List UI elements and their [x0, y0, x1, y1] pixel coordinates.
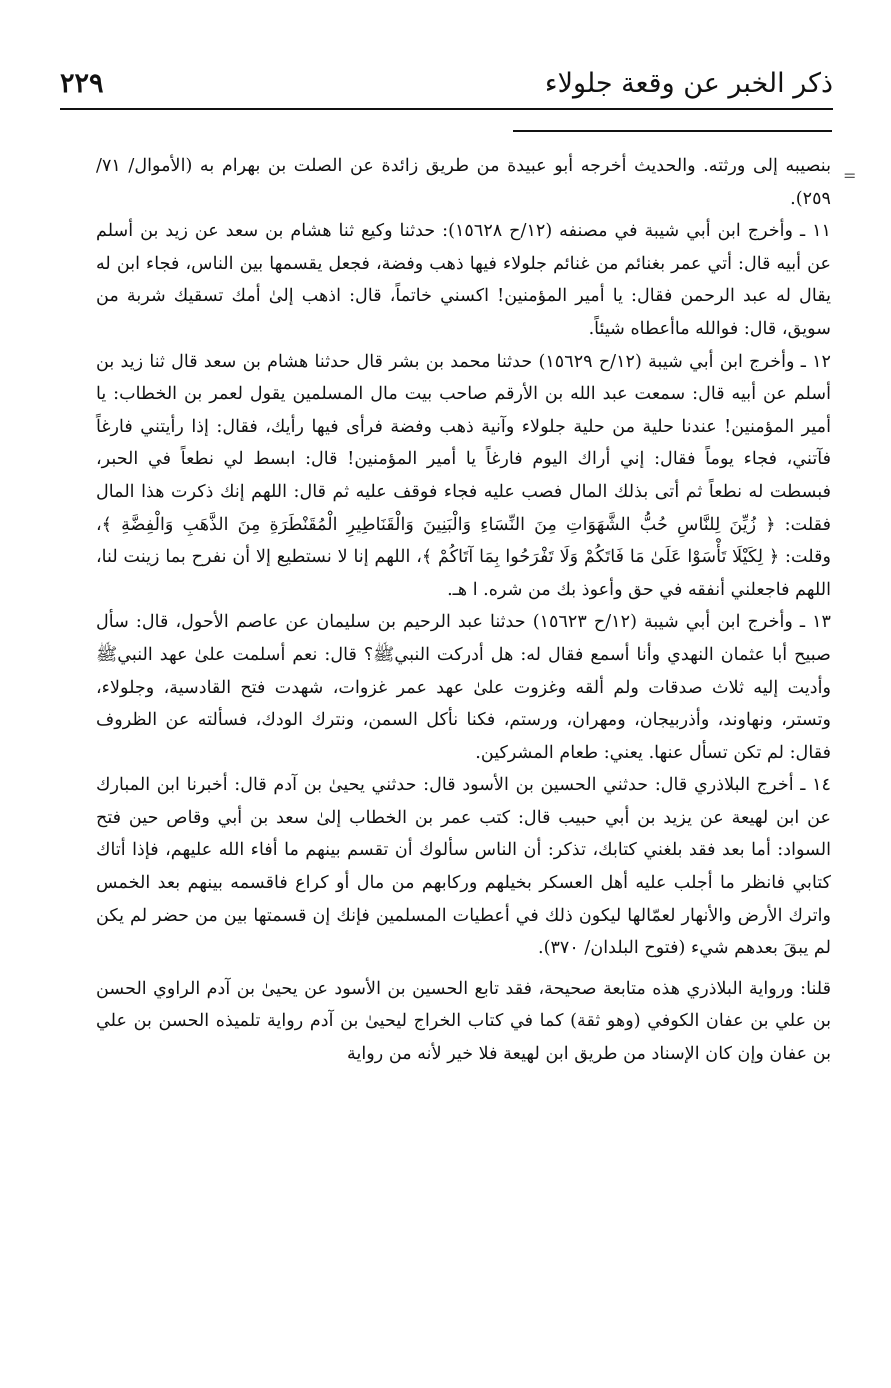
footnote-body — [96, 150, 831, 1071]
paragraph-commentary: قلنا: ورواية البلاذري هذه متابعة صحيحة، فقد تابع الحسين بن الأسود عن يحيىٰ بن آدم الراوي الحسن بن علي بن عفان الكوفي (وهو ثقة) كما في كتاب الخراج ليحيىٰ بن آدم رواية تلميذه الحسن بن علي بن عفان وإن كان الإسناد من طريق ابن لهيعة فلا خير لأنه من رواية — [96, 978, 831, 1065]
continuation-mark: = — [843, 166, 857, 185]
paragraph-14: ١٤ ـ أخرج البلاذري قال: حدثني الحسين بن الأسود قال: حدثني يحيىٰ بن آدم قال: أخبرنا ابن المبارك عن ابن لهيعة عن يزيد بن أبي حبيب قال: كتب عمر بن الخطاب إلىٰ سعد بن أبي وقاص حين فتح السواد: أما بعد فقد بلغني كتابك، تذكر: أن الناس سألوك أن تقسم بينهم ما أفاء الله عليهم، فإذا أتاك كتابي فانظر ما أجلب عليه أهل العسكر بخيلهم وركابهم من مال أو كراع فاقسمه بينهم بعد الخمس واترك الأرض والأنهار لعمّالها ليكون ذلك في أعطيات المسلمين فإنك إن قسمتها بين من حضر لم يكن لم يبقَ بعدهم شيء (فتوح البلدان/ ٣٧٠). — [96, 775, 831, 959]
paragraph-13: ١٣ ـ وأخرج ابن أبي شيبة (١٢/ح ١٥٦٢٣) حدثنا عبد الرحيم بن سليمان عن عاصم الأحول، قال: سأل صبيح أبا عثمان النهدي وأنا أسمع فقال له: هل أدركت النبيﷺ؟ قال: نعم أسلمت علىٰ عهد النبيﷺ وأديت إليه ثلاث صدقات ولم ألقه وغزوت علىٰ عهد عمر غزوات، شهدت فتح القادسية، وجلولاء، وتستر، ونهاوند، وأذربيجان، ومهران، ورستم، فكنا نأكل السمن، ونترك الودك، فسألته عن الظروف فقال: لم تكن تسأل عنها. يعني: طعام المشركين. — [96, 612, 831, 763]
page-number: ٢٢٩ — [60, 68, 104, 99]
running-title: ذكر الخبر عن وقعة جلولاء — [544, 68, 833, 99]
paragraph-12: ١٢ ـ وأخرج ابن أبي شيبة (١٢/ح ١٥٦٢٩) حدثنا محمد بن بشر قال حدثنا هشام بن سعد قال ثنا زيد بن أسلم عن أبيه قال: سمعت عبد الله بن الأرقم صاحب بيت مال المسلمين يقول لعمر بن الخطاب: يا أمير المؤمنين! عندنا حلية من حلية جلولاء وآنية ذهب وفضة فرأى فيها رأيك، فقال: إذا رأيتني فارغاً فآتني، فجاء يوماً فقال: إني أراك اليوم فارغاً يا أمير المؤمنين! قال: ابسط لي نطعاً في الحبر، فبسطت له نطعاً ثم أتى بذلك المال فصب عليه فجاء فوقف عليه ثم قال: اللهم إنك ذكرت هذا المال فقلت: ﴿ زُيِّنَ لِلنَّاسِ حُبُّ الشَّهَوَاتِ مِنَ النِّسَاءِ وَالْبَنِينَ وَالْقَنَاطِيرِ الْمُقَنْطَرَةِ مِنَ الذَّهَبِ وَالْفِضَّةِ ﴾، وقلت: ﴿ لِكَيْلَا تَأْسَوْا عَلَىٰ مَا فَاتَكُمْ وَلَا تَفْرَحُوا بِمَا آتَاكُمْ ﴾، اللهم إنا لا نستطيع إلا أن نفرح بما زينت لنا، اللهم فاجعلني أنفقه في حق وأعوذ بك من شره. ا هـ. — [96, 351, 831, 600]
page-header — [60, 62, 833, 112]
footnote-separator-rule — [513, 130, 832, 132]
header-rule — [60, 108, 833, 110]
paragraph-continuation: بنصيبه إلى ورثته. والحديث أخرجه أبو عبيدة من طريق زائدة عن الصلت بن بهرام به (الأموال/ ٧١/ ٢٥٩). — [96, 156, 831, 209]
paragraph-11: ١١ ـ وأخرج ابن أبي شيبة في مصنفه (١٢/ح ١٥٦٢٨): حدثنا وكيع ثنا هشام بن سعد عن زيد بن أسلم عن أبيه قال: أتي عمر بغنائم من غنائم جلولاء فيها ذهب وفضة، فجعل يقسمها بين الناس، فجاء ابن له يقال له عبد الرحمن فقال: يا أمير المؤمنين! اكسني خاتماً، قال: اذهب إلىٰ أمك تسقيك شربة من سويق، قال: فوالله ماأعطاه شيئاً. — [96, 221, 831, 339]
